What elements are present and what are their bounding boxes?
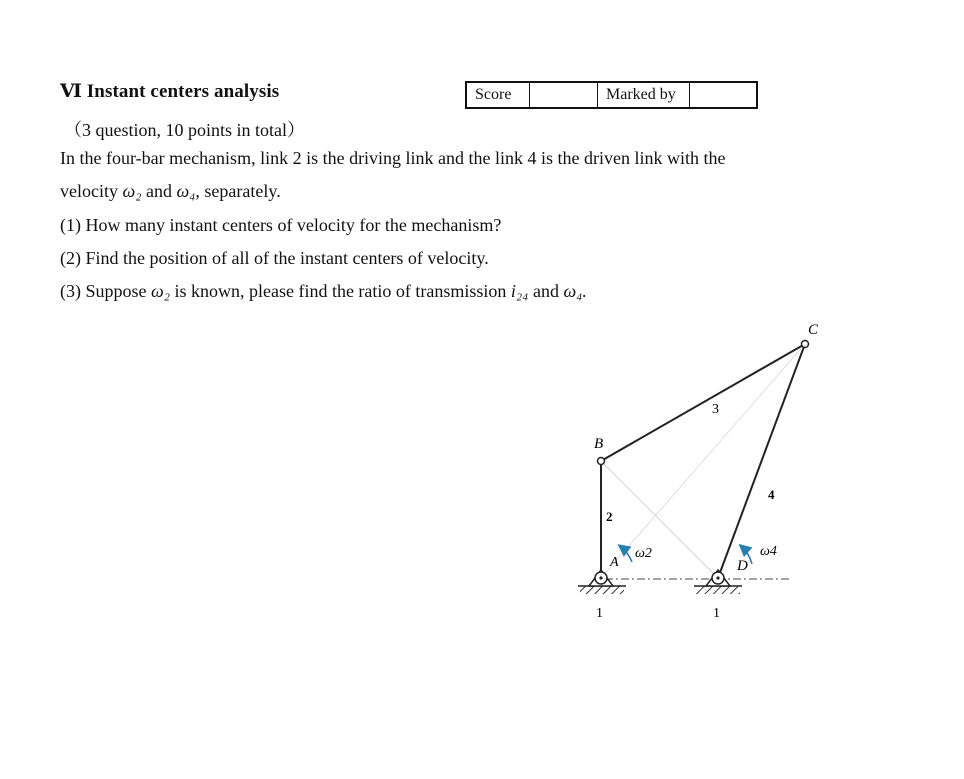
label-omega2: ω2 (635, 546, 652, 561)
label-link-4: 4 (768, 487, 775, 502)
ground-support-d (694, 570, 742, 594)
intro-prefix: velocity (60, 181, 123, 201)
question-1: (1) How many instant centers of velocity for the mechanism? (60, 215, 502, 235)
link-3 (601, 344, 805, 461)
label-c: C (808, 322, 819, 338)
omega2-symbol: ω₂ (122, 181, 142, 201)
q3-omega2: ω₂ (151, 281, 170, 301)
label-ground-right: 1 (713, 606, 720, 621)
q3-ratio: i₂₄ (510, 281, 529, 301)
score-label-cell: Score (467, 83, 530, 107)
q3-prefix: (3) Suppose (60, 281, 151, 301)
q3-middle: is known, please find the ratio of transmission (169, 281, 511, 301)
label-d: D (737, 558, 748, 574)
ground-support-a (578, 570, 626, 594)
intro-suffix: , separately. (195, 181, 281, 201)
label-link-3: 3 (712, 402, 719, 417)
q3-and: and (528, 281, 564, 301)
joint-b (598, 458, 605, 465)
label-ground-left: 1 (596, 606, 603, 621)
points-note: （3 question, 10 points in total） (64, 120, 305, 140)
link-4 (718, 344, 805, 578)
q3-omega4: ω₄. (563, 281, 587, 301)
label-omega4: ω4 (760, 544, 777, 559)
question-2: (2) Find the position of all of the instant centers of velocity. (60, 248, 489, 268)
intro-and: and (141, 181, 177, 201)
label-b: B (594, 436, 604, 452)
label-link-2: 2 (606, 509, 613, 524)
problem-intro-line1: In the four-bar mechanism, link 2 is the driving link and the link 4 is the driven link with the (60, 148, 726, 168)
omega4-symbol: ω₄ (176, 181, 196, 201)
section-title: Ⅵ Instant centers analysis (60, 81, 280, 102)
construction-line (601, 344, 805, 578)
joint-c (802, 341, 809, 348)
label-a: A (610, 555, 619, 570)
marked-by-label-cell: Marked by (598, 83, 690, 107)
